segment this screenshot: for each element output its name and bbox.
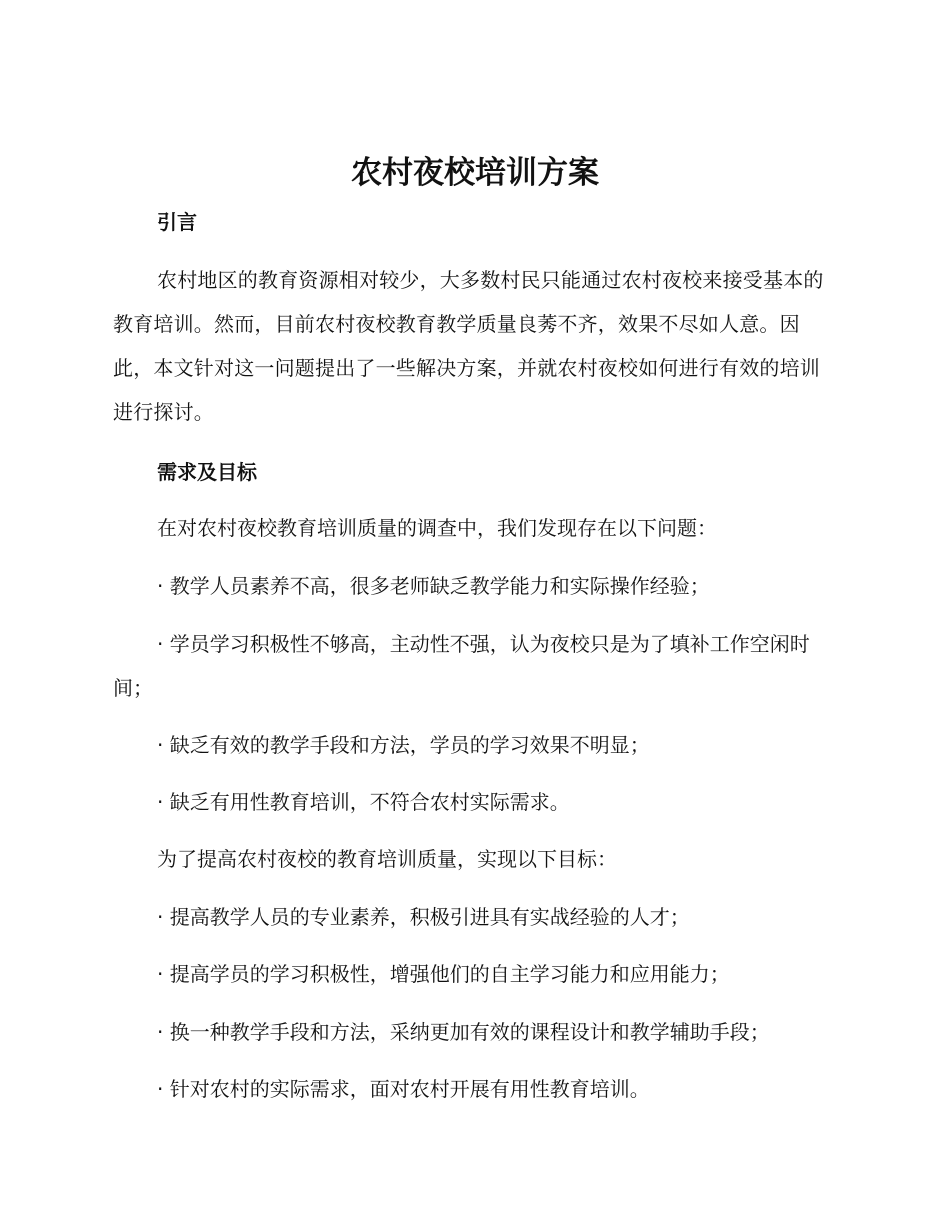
- goal-item-4: · 针对农村的实际需求，面对农村开展有用性教育培训。: [157, 1077, 650, 1101]
- section-heading-needs: 需求及目标: [157, 460, 257, 484]
- document-title: 农村夜校培训方案: [351, 155, 599, 191]
- goals-intro: 为了提高农村夜校的教育培训质量，实现以下目标：: [157, 847, 617, 871]
- problems-intro: 在对农村夜校教育培训质量的调查中，我们发现存在以下问题：: [157, 516, 717, 540]
- intro-paragraph: 农村地区的教育资源相对较少，大多数村民只能通过农村夜校来接受基本的教育培训。然而，目前农村夜校教育教学质量良莠不齐，效果不尽如人意。因此，本文针对这一问题提出了一些解决方案，并就农村夜校如何进行有效的培训进行探讨。: [113, 268, 824, 424]
- problem-item-1: · 教学人员素养不高，很多老师缺乏教学能力和实际操作经验；: [157, 574, 710, 598]
- goal-item-1: · 提高教学人员的专业素养，积极引进具有实战经验的人才；: [157, 905, 690, 929]
- problem-item-3: · 缺乏有效的教学手段和方法，学员的学习效果不明显；: [157, 733, 650, 757]
- goal-item-3: · 换一种教学手段和方法，采纳更加有效的课程设计和教学辅助手段；: [157, 1020, 770, 1044]
- problem-item-4: · 缺乏有用性教育培训，不符合农村实际需求。: [157, 790, 570, 814]
- goal-item-2: · 提高学员的学习积极性，增强他们的自主学习能力和应用能力；: [157, 962, 730, 986]
- section-heading-intro: 引言: [157, 210, 197, 234]
- problem-item-2: · 学员学习积极性不够高，主动性不强，认为夜校只是为了填补工作空闲时间；: [113, 632, 810, 700]
